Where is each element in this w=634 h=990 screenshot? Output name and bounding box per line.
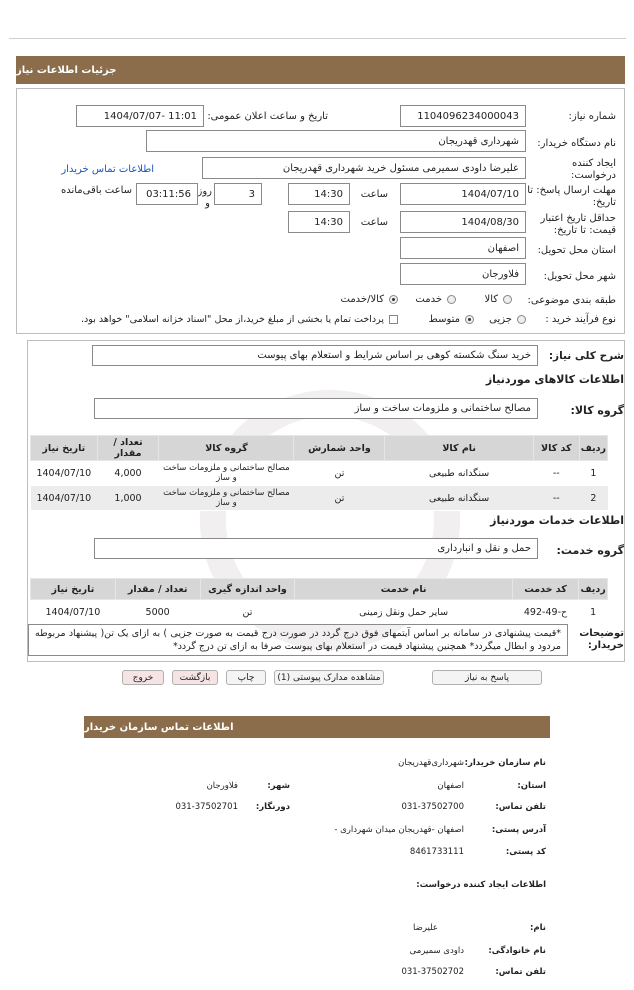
service-col-code: کد خدمت — [512, 579, 578, 600]
goods-cell-row: 1 — [579, 461, 607, 486]
contact-org-label: نام سازمان خریدار: — [464, 758, 546, 768]
goods-col-unit: واحد شمارش — [294, 436, 385, 461]
notes-field[interactable]: *قیمت پیشنهادی در سامانه بر اساس آیتمهای فوق درج گردد در صورت درج قیمت به صورت جزیی ) به ازای یک تن( پیشنهاد مربوطه مردود و ابطال میگردد* همچنین پیشنهاد قیمت در استعلام بهای پیوست صرفا به ازای تن درج گردد* — [28, 624, 568, 656]
creator-label-2: درخواست: — [571, 170, 616, 181]
buyer-org-label: نام دستگاه خریدار: — [537, 138, 616, 149]
creator-label: ایجاد کننده — [572, 158, 616, 169]
city-field[interactable]: فلاورجان — [400, 263, 526, 285]
and-label: و — [205, 198, 210, 209]
category-radio-goods[interactable] — [503, 295, 512, 304]
creator-name-label: نام: — [529, 923, 546, 933]
announce-label: تاریخ و ساعت اعلان عمومی: — [207, 111, 328, 122]
goods-section-title: اطلاعات کالاهای موردنیاز — [485, 373, 624, 386]
goods-cell-unit: تن — [294, 486, 385, 511]
goods-col-name: نام کالا — [385, 436, 533, 461]
creator-info-title: اطلاعات ایجاد کننده درخواست: — [416, 880, 546, 890]
process-option-medium: متوسط — [428, 314, 460, 325]
contact-phone-label: تلفن تماس: — [495, 802, 546, 812]
service-group-field[interactable]: حمل و نقل و انبارداری — [94, 538, 538, 559]
city-label: شهر محل تحویل: — [543, 271, 616, 282]
buyer-contact-link[interactable]: اطلاعات تماس خریدار — [61, 164, 154, 175]
treasury-payment-note: پرداخت تمام یا بخشی از مبلغ خرید،از محل "اسناد خزانه اسلامی" خواهد بود. — [81, 314, 384, 325]
goods-table-row[interactable] — [31, 486, 608, 511]
process-option-minor: جزیی — [489, 314, 512, 325]
deadline-label-2: تاریخ: — [592, 197, 616, 208]
service-col-date: تاریخ نیاز — [31, 579, 116, 600]
summary-field[interactable]: خرید سنگ شکسته کوهی بر اساس شرایط و استعلام بهای پیوست — [92, 345, 538, 366]
need-number-label: شماره نیاز: — [568, 111, 616, 122]
contact-address-label: آدرس پستی: — [491, 825, 546, 835]
contact-section-title: اطلاعات تماس سازمان خریدار — [84, 721, 234, 733]
service-cell-date: 1404/07/10 — [31, 600, 116, 625]
remaining-label: ساعت باقی‌مانده — [60, 185, 132, 196]
notes-label: توضیحات — [579, 628, 624, 639]
services-section-title: اطلاعات خدمات موردنیاز — [490, 514, 624, 527]
services-table-header — [31, 579, 608, 600]
deadline-label: مهلت ارسال پاسخ: تا — [527, 185, 616, 196]
contact-fax-label: دورنگار: — [255, 802, 290, 812]
view-attachments-button[interactable]: مشاهده مدارک پیوستی (1) — [274, 670, 384, 685]
day-label: روز — [197, 186, 212, 197]
notes-label-2: خریدار: — [587, 640, 624, 651]
contact-province-label: استان: — [517, 781, 546, 791]
contact-org: شهرداری‌قهدریجان — [398, 758, 464, 768]
service-cell-unit: تن — [200, 600, 295, 625]
category-option-goods: کالا — [484, 294, 498, 305]
goods-cell-name: سنگدانه طبیعی — [385, 461, 533, 486]
goods-cell-date: 1404/07/10 — [31, 486, 98, 511]
creator-family: داودی سمیرمی — [409, 946, 464, 956]
goods-col-code: کد کالا — [533, 436, 579, 461]
remaining-time-field[interactable]: 03:11:56 — [136, 183, 198, 205]
back-button[interactable]: بازگشت — [172, 670, 218, 685]
goods-cell-unit: تن — [294, 461, 385, 486]
summary-label: شرح کلی نیاز: — [548, 350, 624, 362]
creator-name: علیرضا — [413, 923, 438, 933]
print-button[interactable]: چاپ — [226, 670, 266, 685]
service-col-name: نام خدمت — [295, 579, 512, 600]
days-field[interactable]: 3 — [214, 183, 262, 205]
province-field[interactable]: اصفهان — [400, 237, 526, 259]
contact-fax: 031-37502701 — [175, 802, 238, 812]
goods-cell-qty: 4,000 — [97, 461, 159, 486]
validity-label-2: قیمت: تا تاریخ: — [553, 225, 616, 236]
contact-section-header — [84, 716, 550, 738]
service-cell-qty: 5000 — [115, 600, 200, 625]
goods-cell-qty: 1,000 — [97, 486, 159, 511]
goods-table-header — [31, 436, 608, 461]
services-table-row[interactable] — [31, 600, 608, 625]
contact-phone: 031-37502700 — [401, 802, 464, 812]
contact-postal: 8461733111 — [409, 847, 464, 857]
validity-label: حداقل تاریخ اعتبار — [540, 213, 616, 224]
validity-hour-label: ساعت — [360, 217, 388, 228]
category-label: طبقه بندی موضوعی: — [527, 295, 616, 306]
goods-table-row[interactable] — [31, 461, 608, 486]
service-col-qty: تعداد / مقدار — [115, 579, 200, 600]
goods-cell-row: 2 — [579, 486, 607, 511]
goods-cell-code: -- — [533, 461, 579, 486]
category-option-service: خدمت — [415, 294, 442, 305]
service-col-row: ردیف — [579, 579, 608, 600]
creator-field[interactable]: علیرضا داودی سمیرمی مسئول خرید شهرداری قهدریجان — [202, 157, 526, 179]
top-divider — [9, 38, 626, 39]
services-table — [30, 578, 608, 625]
page-header — [16, 56, 625, 84]
goods-col-date: تاریخ نیاز — [31, 436, 98, 461]
need-number-field[interactable]: 1104096234000043 — [400, 105, 526, 127]
creator-family-label: نام خانوادگی: — [488, 946, 546, 956]
buyer-org-field[interactable]: شهرداری قهدریجان — [146, 130, 526, 152]
validity-date-field[interactable]: 1404/08/30 — [400, 211, 526, 233]
need-info-panel — [16, 88, 625, 334]
goods-cell-group: مصالح ساختمانی و ملزومات ساخت و ساز — [159, 486, 294, 511]
process-radio-medium[interactable] — [465, 315, 474, 324]
contact-address: اصفهان -قهدریجان میدان شهرداری - — [334, 825, 464, 835]
treasury-payment-checkbox[interactable] — [389, 315, 398, 324]
exit-button[interactable]: خروج — [122, 670, 164, 685]
service-group-label: گروه خدمت: — [556, 544, 624, 557]
goods-cell-code: -- — [533, 486, 579, 511]
category-option-both: کالا/خدمت — [340, 294, 384, 305]
creator-phone-label: تلفن تماس: — [495, 967, 546, 977]
province-label: استان محل تحویل: — [537, 245, 616, 256]
category-radio-service[interactable] — [447, 295, 456, 304]
contact-city: فلاورجان — [206, 781, 238, 791]
service-cell-name: سایر حمل ونقل زمینی — [295, 600, 512, 625]
goods-col-qty: تعداد / مقدار — [97, 436, 159, 461]
goods-col-row: ردیف — [579, 436, 607, 461]
process-radio-minor[interactable] — [517, 315, 526, 324]
contact-province: اصفهان — [437, 781, 464, 791]
process-label: نوع فرآیند خرید : — [545, 314, 616, 325]
deadline-time-field[interactable]: 14:30 — [288, 183, 350, 205]
service-cell-code: ح-49-492 — [512, 600, 578, 625]
deadline-hour-label: ساعت — [360, 189, 388, 200]
service-cell-row: 1 — [579, 600, 608, 625]
goods-cell-group: مصالح ساختمانی و ملزومات ساخت و ساز — [159, 461, 294, 486]
creator-phone: 031-37502702 — [401, 967, 464, 977]
goods-group-label: گروه کالا: — [570, 404, 624, 417]
service-col-unit: واحد اندازه گیری — [200, 579, 295, 600]
category-radio-both[interactable] — [389, 295, 398, 304]
goods-table — [30, 435, 608, 511]
contact-postal-label: کد پستی: — [505, 847, 546, 857]
goods-col-group: گروه کالا — [159, 436, 294, 461]
deadline-date-field[interactable]: 1404/07/10 — [400, 183, 526, 205]
goods-cell-date: 1404/07/10 — [31, 461, 98, 486]
reply-button[interactable]: پاسخ به نیاز — [432, 670, 542, 685]
goods-group-field[interactable]: مصالح ساختمانی و ملزومات ساخت و ساز — [94, 398, 538, 419]
page-title: جزئیات اطلاعات نیاز — [16, 64, 117, 76]
contact-city-label: شهر: — [267, 781, 290, 791]
announce-field[interactable]: 1404/07/07- 11:01 — [76, 105, 204, 127]
validity-time-field[interactable]: 14:30 — [288, 211, 350, 233]
goods-cell-name: سنگدانه طبیعی — [385, 486, 533, 511]
